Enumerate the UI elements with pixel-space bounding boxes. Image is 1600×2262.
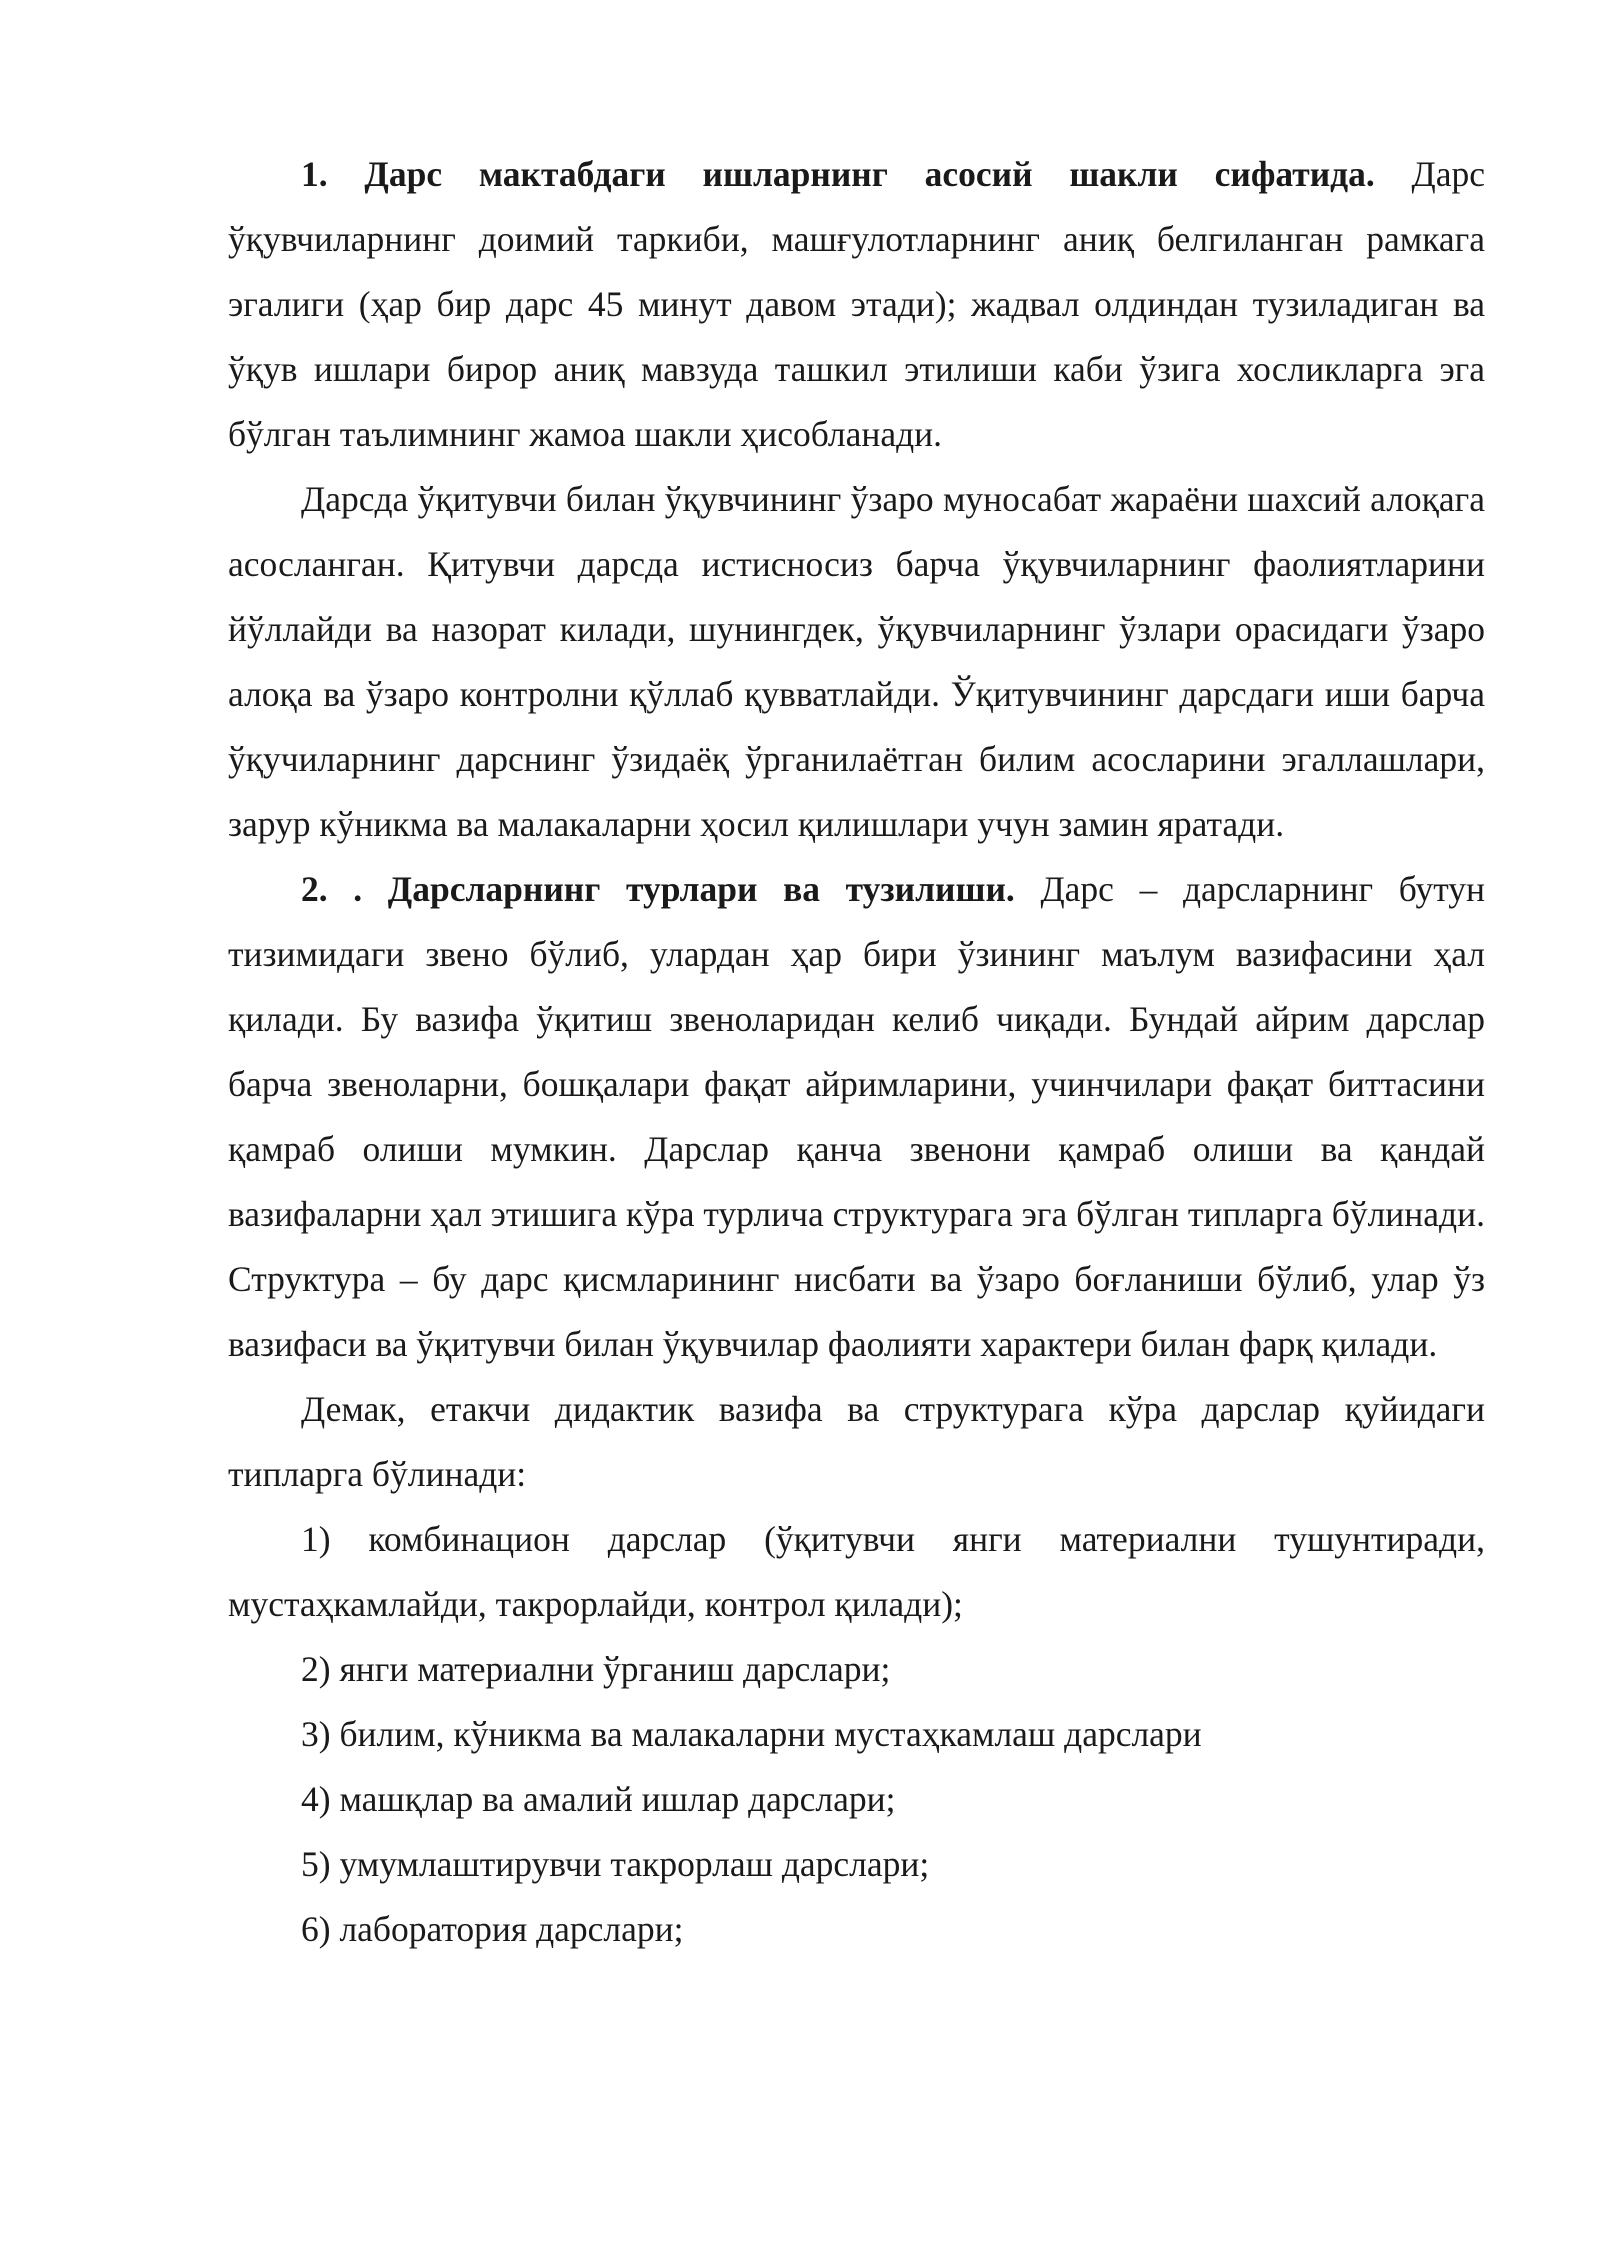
paragraph-2 [228, 467, 1485, 857]
list-item: 1) комбинацион дарслар (ўқитувчи янги материални тушунтиради, мустаҳкамлайди, такрорлайди, контрол қилади); [228, 1519, 1485, 1624]
paragraph-3-text: Дарс – дарсларнинг бутун тизимидаги звено бўлиб, улардан ҳар бири ўзининг маълум вазифасини ҳал қилади. Бу вазифа ўқитиш звеноларидан келиб чиқади. Бундай айрим дарслар барча звеноларни, бошқалари фақат айримларини, учинчилари фақат биттасини қамраб олиши мумкин. Дарслар қанча звенони қамраб олиши ва қандай вазифаларни ҳал этишига кўра турлича структурага эга бўлган типларга бўлинади. Структура – бу дарс қисмларининг нисбати ва ўзаро боғланиши бўлиб, улар ўз вазифаси ва ўқитувчи билан ўқувчилар фаолияти характери билан фарқ қилади. [228, 869, 1486, 1364]
paragraph-3 [228, 857, 1485, 1377]
list-item: 3) билим, кўникма ва малакаларни мустаҳкамлаш дарслари [301, 1714, 1202, 1754]
paragraph-1-text: Дарс ўқувчиларнинг доимий таркиби, машғулотларнинг аниқ белгиланган рамкага эгалиги (ҳар бир дарс 45 минут давом этади); жадвал олдиндан тузиладиган ва ўқув ишлари бирор аниқ мавзуда ташкил этилиши каби ўзига хосликларга эга бўлган таълимнинг жамоа шакли ҳисобланади. [228, 154, 1486, 454]
document-page [228, 142, 1485, 1962]
lesson-types-list [228, 1507, 1485, 1962]
paragraph-1 [228, 142, 1485, 467]
paragraph-4-text: Демак, етакчи дидактик вазифа ва структурага кўра дарслар қуйидаги типларга бўлинади: [228, 1389, 1485, 1494]
section-heading-2: 2. . Дарсларнинг турлари ва тузилиши. [301, 869, 1015, 909]
paragraph-4 [228, 1377, 1485, 1507]
list-item: 6) лаборатория дарслари; [301, 1909, 684, 1949]
list-item: 4) машқлар ва амалий ишлар дарслари; [301, 1779, 896, 1819]
paragraph-2-text: Дарсда ўқитувчи билан ўқувчининг ўзаро муносабат жараёни шахсий алоқага асосланган. Қитувчи дарсда истисносиз барча ўқувчиларнинг фаолиятларини йўллайди ва назорат килади, шунингдек, ўқувчиларнинг ўзлари орасидаги ўзаро алоқа ва ўзаро контролни қўллаб қувватлайди. Ўқитувчининг дарсдаги иши барча ўқучиларнинг дарснинг ўзидаёқ ўрганилаётган билим асосларини эгаллашлари, зарур кўникма ва малакаларни ҳосил қилишлари учун замин яратади. [228, 479, 1485, 844]
section-heading-1: 1. Дарс мактабдаги ишларнинг асосий шакли сифатида. [301, 154, 1375, 194]
list-item: 5) умумлаштирувчи такрорлаш дарслари; [301, 1844, 930, 1884]
list-item: 2) янги материални ўрганиш дарслари; [301, 1649, 891, 1689]
